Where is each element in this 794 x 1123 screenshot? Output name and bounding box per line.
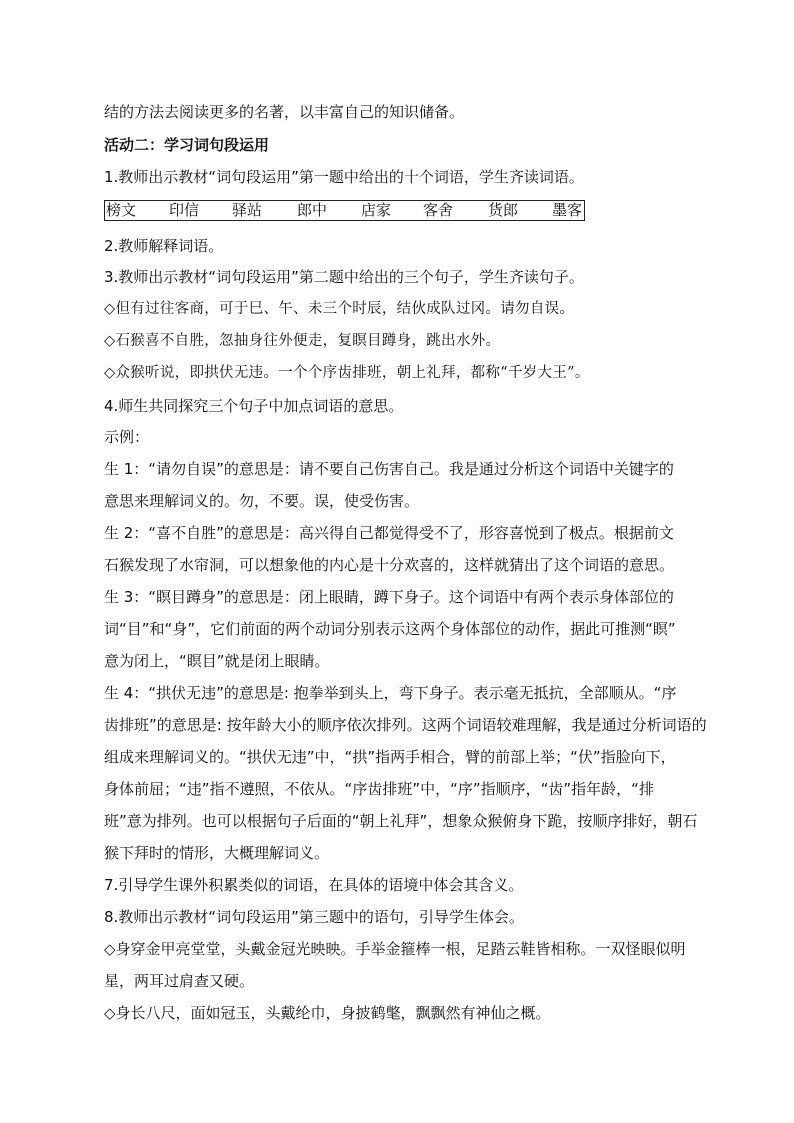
student-answer-line: 猴下拜时的情形，大概理解词义。: [104, 844, 330, 862]
step-7: 7.引导学生课外积累类似的词语，在具体的语境中体会其含义。: [104, 876, 524, 894]
step-3: 3.教师出示教材“词句段运用”第二题中给出的三个句子，学生齐读句子。: [104, 268, 584, 286]
step-1: 1.教师出示教材“词句段运用”第一题中给出的十个词语，学生齐读词语。: [104, 168, 584, 186]
student-answer-line: 意思来理解词义的。勿，不要。误，使受伤害。: [104, 492, 420, 510]
vocabulary-word: 印信: [169, 201, 200, 219]
example-label: 示例：: [104, 428, 150, 446]
student-answer-line: 词“目”和“身”，它们前面的两个动词分别表示这两个身体部位的动作，据此可推测“瞑”: [104, 620, 676, 638]
student-answer-line: 生 1：“请勿自误”的意思是：请不要自己伤害自己。我是通过分析这个词语中关键字的: [104, 460, 674, 478]
vocabulary-word: 货郎: [488, 201, 519, 219]
student-answer-line: 意为闭上，“瞑目”就是闭上眼睛。: [104, 652, 330, 670]
vocabulary-word: 店家: [361, 201, 392, 219]
step-2: 2.教师解释词语。: [104, 237, 224, 255]
quote-sentence: ◇身穿金甲亮堂堂，头戴金冠光映映。手举金箍棒一根，足踏云鞋皆相称。一双怪眼似明: [104, 940, 686, 958]
quote-sentence: ◇众猴听说，即拱伏无违。一个个序齿排班，朝上礼拜，都称“千岁大王”。: [104, 365, 590, 381]
quote-sentence: 星，两耳过肩查又硬。: [104, 972, 255, 990]
step-4: 4.师生共同探究三个句子中加点词语的意思。: [104, 397, 404, 415]
quote-sentence: ◇石猴喜不自胜，忽抽身往外便走，复瞑目蹲身，跳出水外。: [104, 333, 501, 349]
vocabulary-word: 驿站: [232, 201, 263, 219]
vocabulary-word: 客舍: [423, 201, 454, 219]
student-answer-line: 生 2：“喜不自胜”的意思是：高兴得自己都觉得受不了，形容喜悦到了极点。根据前文: [104, 524, 674, 542]
student-answer-line: 组成来理解词义的。“拱伏无违”中，“拱”指两手相合，臂的前部上举；“伏”指脸向下，: [104, 748, 676, 766]
student-answer-line: 齿排班”的意思是: 按年龄大小的顺序依次排列。这两个词语较难理解，我是通过分析词语的: [104, 716, 707, 734]
vocabulary-word: 郎中: [297, 201, 328, 219]
student-answer-line: 身体前屈；“违”指不遵照，不依从。“序齿排班”中，“序”指顺序，“齿”指年龄，“排: [104, 780, 654, 798]
section-heading: 活动二：学习词句段运用: [104, 136, 270, 154]
quote-sentence: ◇但有过往客商，可于巳、午、未三个时辰，结伙成队过冈。请勿自误。: [104, 301, 575, 317]
paragraph-line: 结的方法去阅读更多的名著，以丰富自己的知识储备。: [104, 103, 465, 121]
step-8: 8.教师出示教材“词句段运用”第三题中的语句，引导学生体会。: [104, 908, 524, 926]
student-answer-line: 生 3：“瞑目蹲身”的意思是：闭上眼睛，蹲下身子。这个词语中有两个表示身体部位的: [104, 588, 674, 606]
student-answer-line: 班”意为排列。也可以根据句子后面的“朝上礼拜”，想象众猴俯身下跪，按顺序排好，朝石: [104, 812, 698, 830]
vocabulary-word: 榜文: [106, 201, 137, 219]
vocabulary-box: [104, 200, 585, 221]
student-answer-line: 生 4：“拱伏无违”的意思是: 抱拳举到头上，弯下身子。表示毫无抵抗，全部顺从。“序: [104, 684, 677, 702]
student-answer-line: 石猴发现了水帘洞，可以想象他的内心是十分欢喜的，这样就猜出了这个词语的意思。: [104, 556, 675, 574]
quote-sentence: ◇身长八尺，面如冠玉，头戴纶巾，身披鹤氅，飘飘然有神仙之概。: [104, 1004, 551, 1022]
vocabulary-word: 墨客: [552, 201, 583, 219]
